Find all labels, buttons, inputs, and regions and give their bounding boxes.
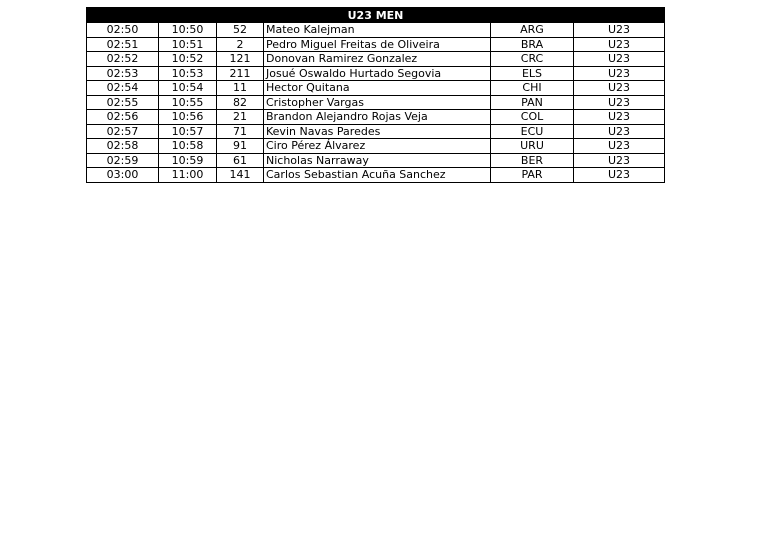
clock-time-cell: 10:55 — [159, 95, 217, 110]
bib-number-cell: 211 — [217, 66, 264, 81]
table-row — [87, 168, 665, 183]
country-cell: ELS — [491, 66, 574, 81]
start-time-cell: 02:52 — [87, 52, 159, 67]
bib-number-cell: 2 — [217, 37, 264, 52]
clock-time-cell: 11:00 — [159, 168, 217, 183]
country-cell: BER — [491, 153, 574, 168]
title-row — [87, 8, 665, 23]
start-time-cell: 02:53 — [87, 66, 159, 81]
bib-number-cell: 11 — [217, 81, 264, 96]
category-cell: U23 — [574, 153, 665, 168]
table-row — [87, 110, 665, 125]
start-time-cell: 02:57 — [87, 124, 159, 139]
clock-time-cell: 10:53 — [159, 66, 217, 81]
rider-name-cell: Pedro Miguel Freitas de Oliveira — [264, 37, 491, 52]
category-cell: U23 — [574, 110, 665, 125]
table-row — [87, 66, 665, 81]
rider-name-cell: Ciro Pérez Álvarez — [264, 139, 491, 154]
clock-time-cell: 10:54 — [159, 81, 217, 96]
country-cell: BRA — [491, 37, 574, 52]
table-row — [87, 124, 665, 139]
category-cell: U23 — [574, 124, 665, 139]
bib-number-cell: 71 — [217, 124, 264, 139]
start-time-cell: 02:58 — [87, 139, 159, 154]
start-list-table — [86, 7, 665, 183]
clock-time-cell: 10:52 — [159, 52, 217, 67]
category-cell: U23 — [574, 168, 665, 183]
category-cell: U23 — [574, 95, 665, 110]
category-cell: U23 — [574, 81, 665, 96]
rider-name-cell: Brandon Alejandro Rojas Veja — [264, 110, 491, 125]
table-row — [87, 81, 665, 96]
start-list-body — [87, 8, 665, 183]
clock-time-cell: 10:56 — [159, 110, 217, 125]
category-cell: U23 — [574, 66, 665, 81]
clock-time-cell: 10:58 — [159, 139, 217, 154]
country-cell: ARG — [491, 23, 574, 38]
rider-name-cell: Cristopher Vargas — [264, 95, 491, 110]
start-time-cell: 03:00 — [87, 168, 159, 183]
rider-name-cell: Nicholas Narraway — [264, 153, 491, 168]
country-cell: PAR — [491, 168, 574, 183]
bib-number-cell: 21 — [217, 110, 264, 125]
table-title: U23 MEN — [87, 8, 665, 23]
start-time-cell: 02:59 — [87, 153, 159, 168]
clock-time-cell: 10:50 — [159, 23, 217, 38]
rider-name-cell: Kevin Navas Paredes — [264, 124, 491, 139]
country-cell: URU — [491, 139, 574, 154]
start-time-cell: 02:50 — [87, 23, 159, 38]
clock-time-cell: 10:51 — [159, 37, 217, 52]
clock-time-cell: 10:57 — [159, 124, 217, 139]
table-row — [87, 95, 665, 110]
bib-number-cell: 141 — [217, 168, 264, 183]
category-cell: U23 — [574, 52, 665, 67]
bib-number-cell: 121 — [217, 52, 264, 67]
bib-number-cell: 82 — [217, 95, 264, 110]
rider-name-cell: Donovan Ramirez Gonzalez — [264, 52, 491, 67]
category-cell: U23 — [574, 139, 665, 154]
country-cell: CRC — [491, 52, 574, 67]
table-row — [87, 37, 665, 52]
category-cell: U23 — [574, 23, 665, 38]
clock-time-cell: 10:59 — [159, 153, 217, 168]
bib-number-cell: 61 — [217, 153, 264, 168]
rider-name-cell: Josué Oswaldo Hurtado Segovia — [264, 66, 491, 81]
country-cell: ECU — [491, 124, 574, 139]
start-time-cell: 02:51 — [87, 37, 159, 52]
rider-name-cell: Mateo Kalejman — [264, 23, 491, 38]
bib-number-cell: 52 — [217, 23, 264, 38]
table-row — [87, 52, 665, 67]
start-time-cell: 02:56 — [87, 110, 159, 125]
table-row — [87, 153, 665, 168]
category-cell: U23 — [574, 37, 665, 52]
bib-number-cell: 91 — [217, 139, 264, 154]
start-time-cell: 02:55 — [87, 95, 159, 110]
country-cell: CHI — [491, 81, 574, 96]
table-row — [87, 139, 665, 154]
rider-name-cell: Hector Quitana — [264, 81, 491, 96]
country-cell: COL — [491, 110, 574, 125]
table-row — [87, 23, 665, 38]
country-cell: PAN — [491, 95, 574, 110]
rider-name-cell: Carlos Sebastian Acuña Sanchez — [264, 168, 491, 183]
start-time-cell: 02:54 — [87, 81, 159, 96]
